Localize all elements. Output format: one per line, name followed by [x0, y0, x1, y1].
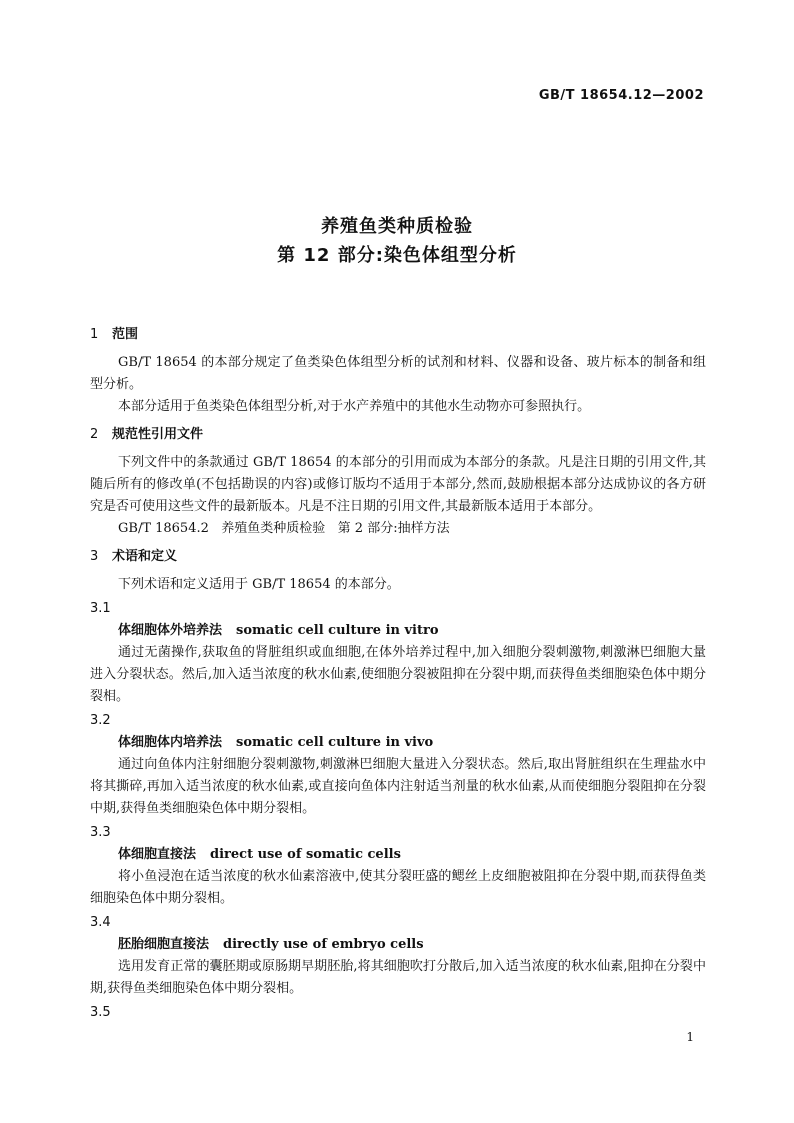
clause-number: 3.3 [90, 825, 111, 840]
term-chinese: 胚胎细胞直接法 [118, 937, 210, 952]
standard-number: GB/T 18654.12—2002 [538, 88, 704, 103]
section-title: 范围 [112, 327, 139, 342]
term-definition: 通过向鱼体内注射细胞分裂刺激物,刺激淋巴细胞大量进入分裂状态。然后,取出肾脏组织在生理盐水中将其撕碎,再加入适当浓度的秋水仙素,或直接向鱼体内注射适当剂量的秋水仙素,从而使细胞分裂阻抑在分裂中期,获得鱼类细胞染色体中期分裂相。 [90, 757, 706, 816]
section-number: 3 [90, 549, 99, 564]
term-chinese: 体细胞体内培养法 [118, 735, 223, 750]
term-chinese: 体细胞体外培养法 [118, 623, 223, 638]
term-entry [90, 620, 706, 642]
document-subtitle: 第 12 部分:染色体组型分析 [277, 245, 517, 266]
term-entry [90, 934, 706, 956]
section-heading-normative-references [90, 424, 706, 446]
term-english: direct use of somatic cells [210, 847, 401, 862]
section-heading-terms [90, 546, 706, 568]
paragraph: 下列文件中的条款通过 GB/T 18654 的本部分的引用而成为本部分的条款。凡是注日期的引用文件,其随后所有的修改单(不包括勘误的内容)或修订版均不适用于本部分,然而,鼓励根据本部分达成协议的各方研究是否可使用这些文件的最新版本。凡是不注日期的引用文件,其最新版本适用于本部分。 [90, 455, 706, 514]
paragraph: GB/T 18654 的本部分规定了鱼类染色体组型分析的试剂和材料、仪器和设备、玻片标本的制备和组型分析。 [90, 355, 706, 392]
term-english: somatic cell culture in vitro [236, 623, 439, 638]
section-title: 规范性引用文件 [112, 427, 204, 442]
paragraph: 本部分适用于鱼类染色体组型分析,对于水产养殖中的其他水生动物亦可参照执行。 [118, 399, 591, 414]
clause-number: 3.2 [90, 713, 111, 728]
reference-item: GB/T 18654.2 养殖鱼类种质检验 第 2 部分:抽样方法 [118, 521, 450, 536]
term-entry [90, 844, 706, 866]
section-number: 2 [90, 427, 99, 442]
term-entry [90, 732, 706, 754]
clause-number: 3.1 [90, 601, 111, 616]
clause-number: 3.4 [90, 915, 111, 930]
term-definition: 将小鱼浸泡在适当浓度的秋水仙素溶液中,使其分裂旺盛的鳃丝上皮细胞被阻抑在分裂中期,而获得鱼类细胞染色体中期分裂相。 [90, 869, 706, 906]
term-definition: 选用发育正常的囊胚期或原肠期早期胚胎,将其细胞吹打分散后,加入适当浓度的秋水仙素,阻抑在分裂中期,获得鱼类细胞染色体中期分裂相。 [90, 959, 706, 996]
clause-number: 3.5 [90, 1005, 111, 1020]
term-definition: 通过无菌操作,获取鱼的肾脏组织或血细胞,在体外培养过程中,加入细胞分裂刺激物,刺激淋巴细胞大量进入分裂状态。然后,加入适当浓度的秋水仙素,使细胞分裂被阻抑在分裂中期,而获得鱼类细胞染色体中期分裂相。 [90, 645, 706, 704]
term-chinese: 体细胞直接法 [118, 847, 197, 862]
document-body [90, 318, 706, 1024]
section-title: 术语和定义 [112, 549, 178, 564]
term-english: somatic cell culture in vivo [236, 735, 434, 750]
section-number: 1 [90, 327, 99, 342]
term-english: directly use of embryo cells [223, 937, 424, 952]
section-heading-scope [90, 324, 706, 346]
page-number: 1 [686, 1030, 694, 1044]
paragraph: 下列术语和定义适用于 GB/T 18654 的本部分。 [118, 577, 400, 592]
document-title: 养殖鱼类种质检验 [321, 216, 473, 237]
